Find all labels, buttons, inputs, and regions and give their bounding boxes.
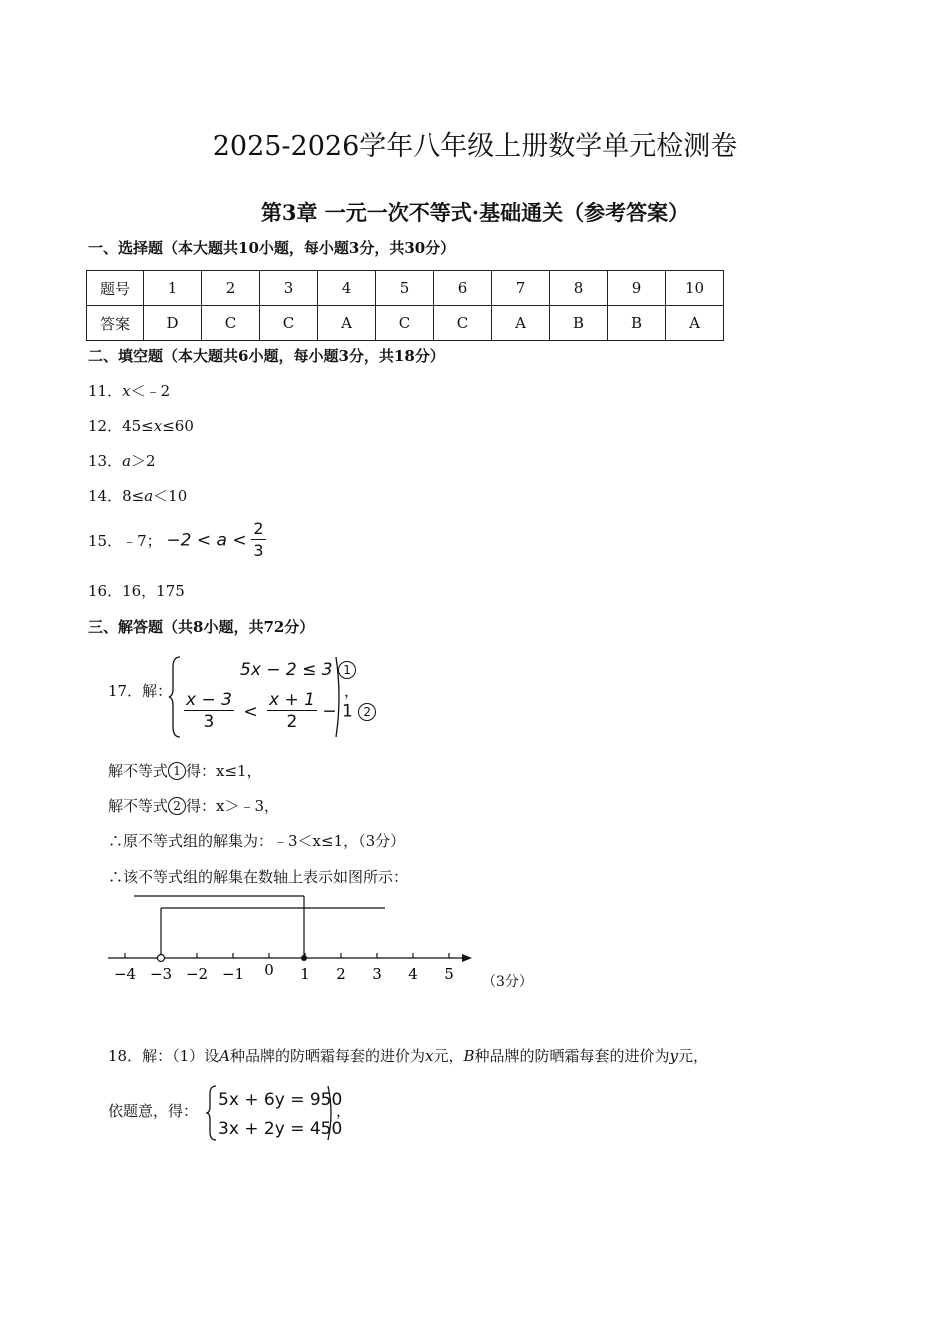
question-number-cell: 3 [260,271,318,306]
answer-cell: C [376,306,434,341]
right-paren [326,1084,336,1142]
question-number-cell: 7 [492,271,550,306]
axis-tick-label: −1 [221,965,245,983]
q17-equation-2: $\frac{x - 3}{3}$ < $\frac{x + 1}{2}$ − 1 2 [184,690,376,733]
axis-tick-label: 4 [408,965,418,983]
table-row [87,306,724,341]
axis-tick-label: 0 [264,961,274,979]
question-number-cell: 9 [608,271,666,306]
answer-cell: C [260,306,318,341]
fill-answer-14: 14．8≤a＜10 [88,487,188,505]
question-number-cell: 10 [666,271,724,306]
q17-score-note: （3分） [482,974,533,990]
q17-step-1: 解不等式 1 得：x≤1， [108,762,262,780]
answer-cell: B [550,306,608,341]
right-paren [334,655,344,739]
q17-comma: ， [344,682,360,700]
axis-arrow [462,954,472,962]
fill-answer-13: 13．a＞2 [88,452,156,470]
left-brace [206,1084,218,1142]
question-number-cell: 4 [318,271,376,306]
answer-table [86,270,724,341]
fill-answer-12: 12．45≤x≤60 [88,417,194,435]
section-fill-heading: 二、填空题（本大题共6小题，每小题3分，共18分） [88,347,445,365]
axis-tick-label: 3 [372,965,382,983]
number-line [100,890,490,1000]
page-subtitle: 第3章 一元一次不等式·基础通关（参考答案） [260,200,690,225]
answer-cell: B [608,306,666,341]
question-number-cell: 5 [376,271,434,306]
closed-endpoint [301,955,307,961]
question-number-cell: 6 [434,271,492,306]
axis-tick-label: −4 [113,965,137,983]
question-number-cell: 1 [144,271,202,306]
fill-answer-15: 15．﹣7； −2 < a < $\frac{2}{3}$ [88,519,264,560]
q17-step-4: ∴该不等式组的解集在数轴上表示如图所示： [108,868,409,886]
axis-tick-label: −3 [149,965,173,983]
axis-tick-label: −2 [185,965,209,983]
answer-cell: C [202,306,260,341]
axis-tick-label: 5 [444,965,454,983]
axis-tick-label: 2 [336,965,346,983]
q18-equation-1: 5x + 6y = 950 [218,1090,343,1110]
axis-tick-label: 1 [300,965,310,983]
q18-setup-label: 依题意，得： [108,1102,199,1120]
q18-comma: ， [336,1102,352,1120]
left-brace [168,655,182,739]
answer-cell: A [318,306,376,341]
question-number-cell: 2 [202,271,260,306]
q17-equation-1: 5x − 2 ≤ 3 1 [240,660,356,680]
fill-answer-11: 11．x＜﹣2 [88,382,171,400]
section-solve-heading: 三、解答题（共8小题，共72分） [88,618,315,636]
table-header-cell: 答案 [87,306,144,341]
page-title: 2025-2026学年八年级上册数学单元检测卷 [212,131,738,162]
fill-answer-16: 16．16，175 [88,582,185,600]
q18-equation-2: 3x + 2y = 450 [218,1119,343,1139]
open-endpoint [158,955,165,962]
table-row [87,271,724,306]
q17-step-3: ∴原不等式组的解集为：﹣3＜x≤1，（3分） [108,832,406,850]
q18-intro: 18．解：（1）设A种品牌的防晒霜每套的进价为x元，B种品牌的防晒霜每套的进价为y元， [108,1047,709,1065]
answer-cell: D [144,306,202,341]
section-choice-heading: 一、选择题（本大题共10小题，每小题3分，共30分） [88,239,456,257]
q17-step-2: 解不等式 2 得：x＞﹣3， [108,797,280,815]
question-number-cell: 8 [550,271,608,306]
q17-label: 17．解： [108,682,173,700]
table-header-cell: 题号 [87,271,144,306]
answer-cell: C [434,306,492,341]
answer-cell: A [666,306,724,341]
answer-cell: A [492,306,550,341]
